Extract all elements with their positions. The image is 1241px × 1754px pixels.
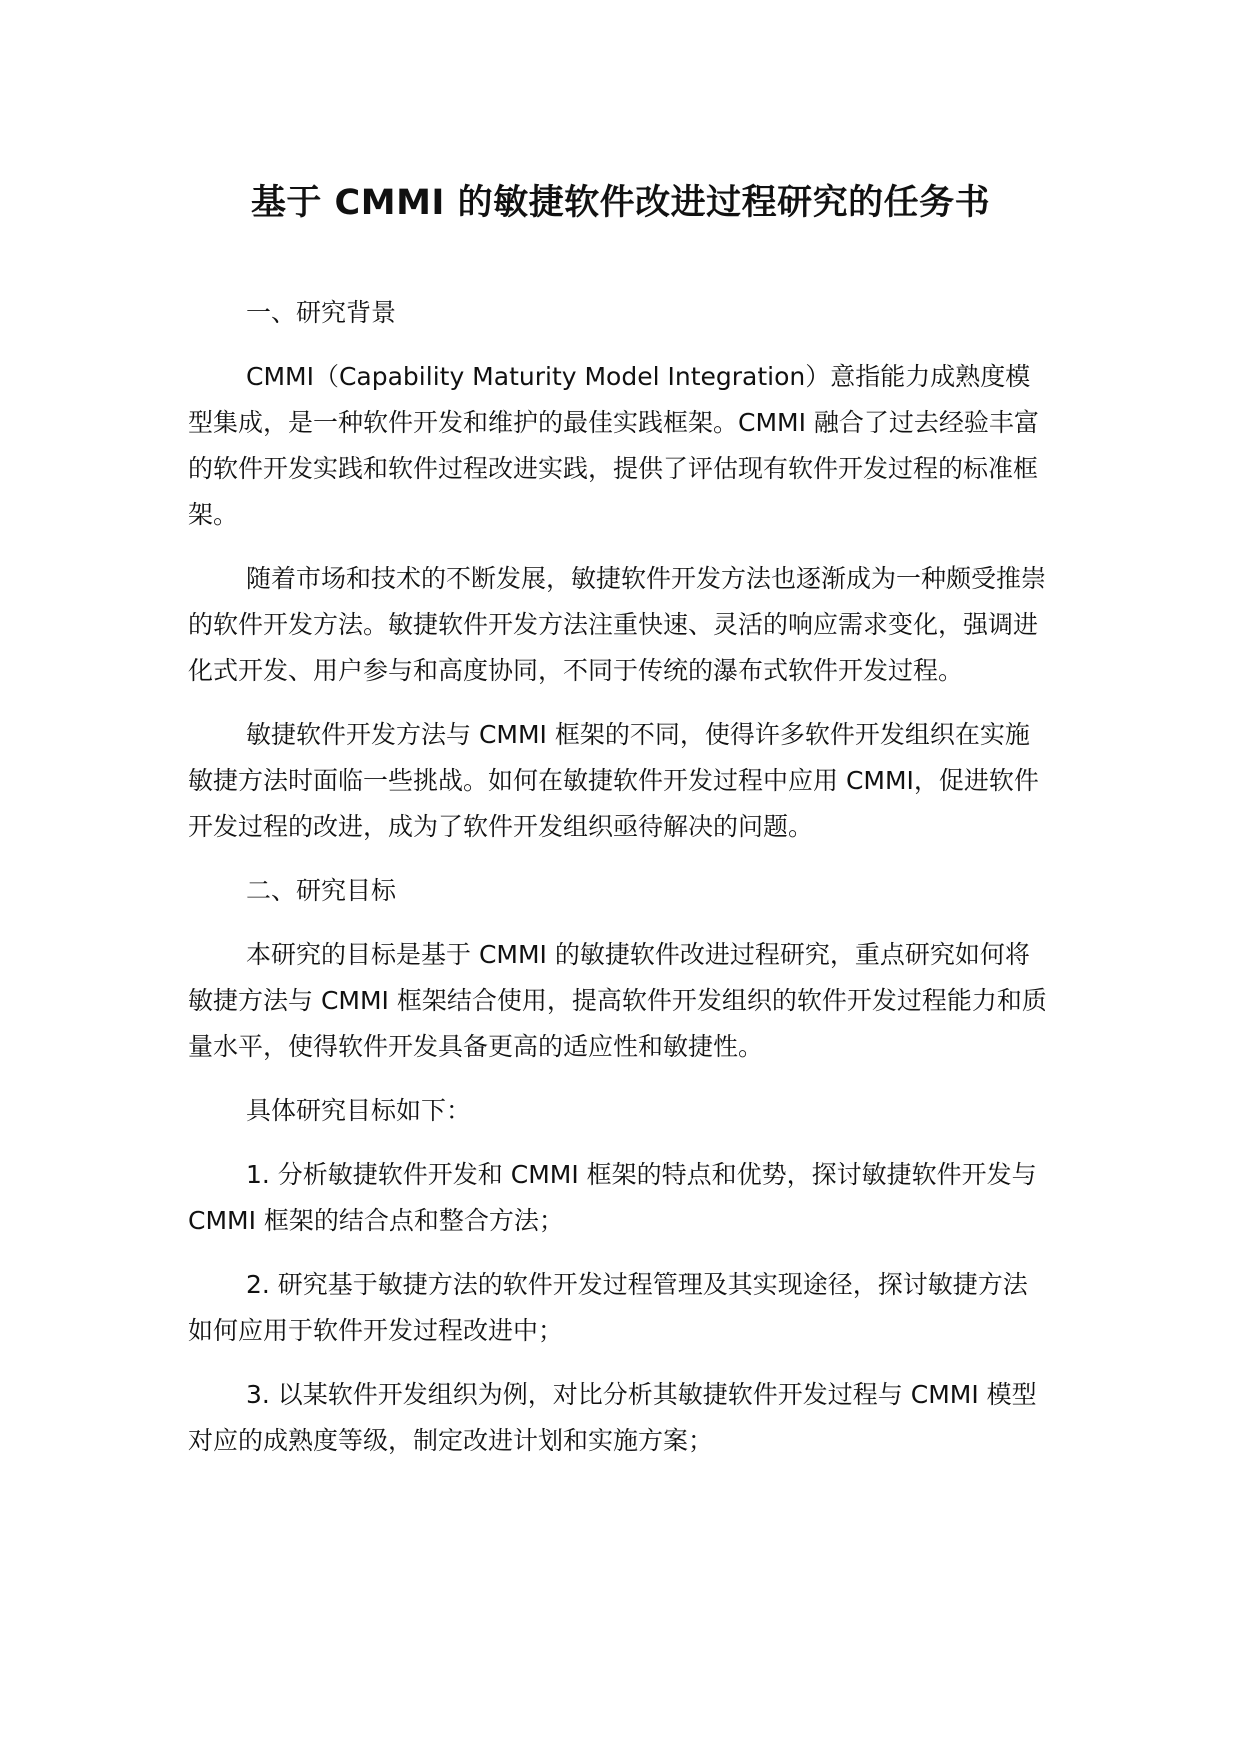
section-heading-goals: 二、研究目标 (246, 876, 397, 905)
list-item: 2. 研究基于敏捷方法的软件开发过程管理及其实现途径，探讨敏捷方法如何应用于软件开发过程改进中； (188, 1270, 1028, 1345)
paragraph: 具体研究目标如下： (246, 1096, 472, 1125)
list-item: 1. 分析敏捷软件开发和 CMMI 框架的特点和优势，探讨敏捷软件开发与 CMMI 框架的结合点和整合方法； (188, 1160, 1037, 1235)
paragraph: CMMI（Capability Maturity Model Integration）意指能力成熟度模型集成，是一种软件开发和维护的最佳实践框架。CMMI 融合了过去经验丰富的软件开发实践和软件过程改进实践，提供了评估现有软件开发过程的标准框架。 (188, 362, 1039, 529)
section-heading-background: 一、研究背景 (246, 298, 397, 327)
list-item: 3. 以某软件开发组织为例，对比分析其敏捷软件开发过程与 CMMI 模型对应的成熟度等级，制定改进计划和实施方案； (188, 1380, 1037, 1455)
paragraph: 敏捷软件开发方法与 CMMI 框架的不同，使得许多软件开发组织在实施敏捷方法时面临一些挑战。如何在敏捷软件开发过程中应用 CMMI，促进软件开发过程的改进，成为了软件开发组织亟待解决的问题。 (188, 720, 1039, 841)
document-title: 基于 CMMI 的敏捷软件改进过程研究的任务书 (250, 183, 991, 223)
paragraph: 随着市场和技术的不断发展，敏捷软件开发方法也逐渐成为一种颇受推崇的软件开发方法。敏捷软件开发方法注重快速、灵活的响应需求变化，强调进化式开发、用户参与和高度协同，不同于传统的瀑布式软件开发过程。 (188, 564, 1047, 685)
paragraph: 本研究的目标是基于 CMMI 的敏捷软件改进过程研究，重点研究如何将敏捷方法与 CMMI 框架结合使用，提高软件开发组织的软件开发过程能力和质量水平，使得软件开发具备更高的适应性和敏捷性。 (188, 940, 1047, 1061)
document-body (188, 290, 1048, 1482)
